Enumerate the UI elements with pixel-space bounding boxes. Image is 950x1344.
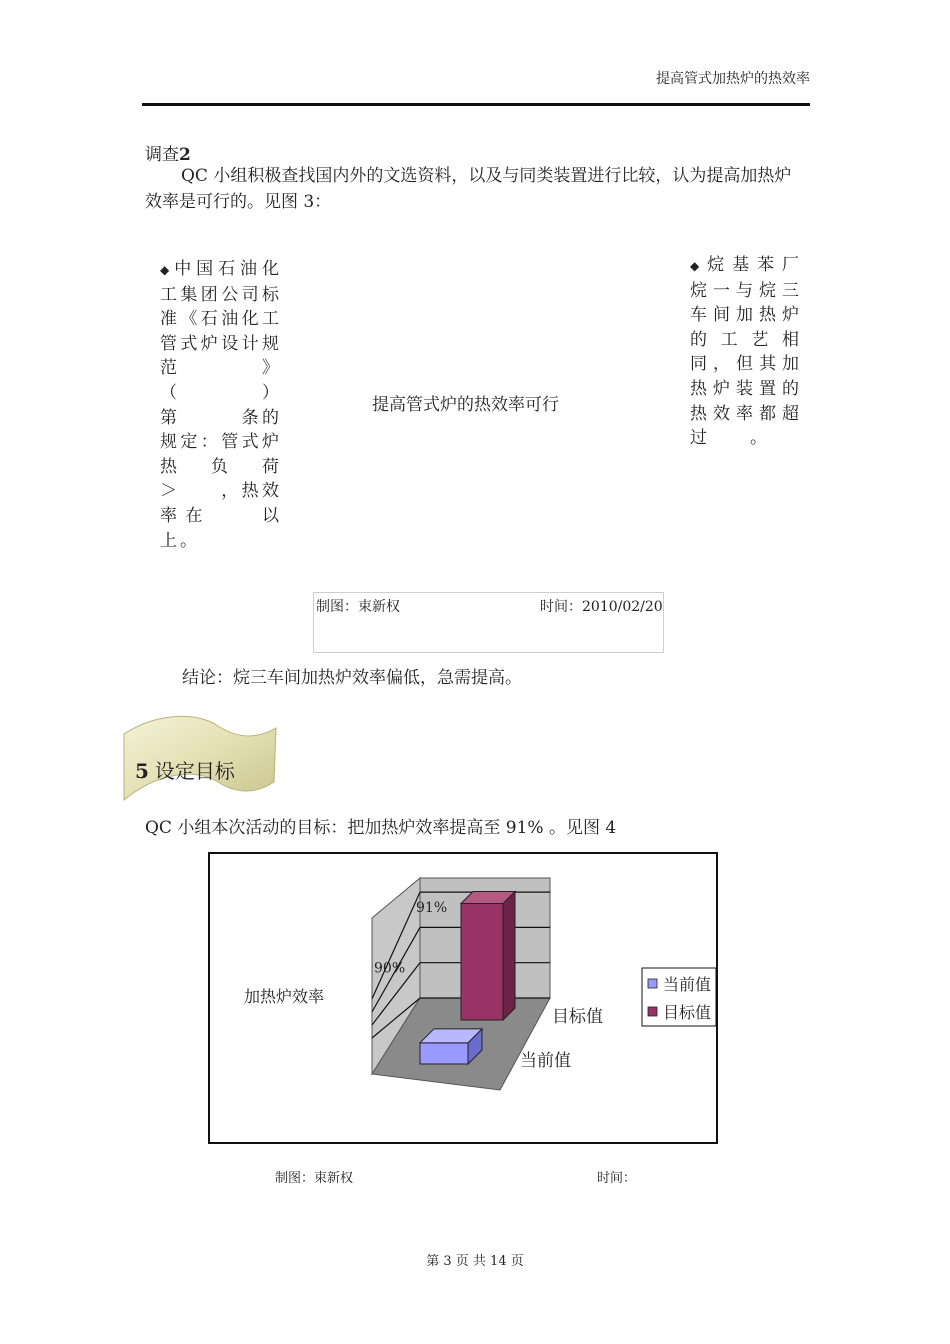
- efficiency-chart: [208, 852, 718, 1144]
- tick-label: 90%: [374, 960, 406, 977]
- figure3-center-text: [372, 390, 559, 415]
- legend-swatch-target: [648, 1007, 657, 1016]
- diamond-bullet-icon: ◆: [160, 263, 175, 277]
- figure3-right-text: [690, 253, 802, 451]
- survey-heading: [145, 140, 191, 165]
- legend-label-target: 目标值: [663, 1003, 712, 1022]
- legend-swatch-current: [648, 979, 657, 988]
- running-header: 提高管式加热炉的热效率: [656, 71, 810, 87]
- category-label-target: 目标值: [552, 1007, 603, 1027]
- goal-text: QC 小组本次活动的目标：把加热炉效率提高至 91% 。见图 4: [145, 818, 617, 838]
- legend-label-current: 当前值: [663, 975, 712, 994]
- survey-paragraph: QC 小组积极查找国内外的文选资料，以及与同类装置进行比较，认为提高加热炉效率是可行的。见图 3：: [145, 166, 792, 212]
- figure3-maker: 制图：束新权: [316, 599, 400, 615]
- category-label-current: 当前值: [520, 1051, 571, 1071]
- figure3-time: 时间：2010/02/20: [540, 599, 663, 615]
- section5-title: 设定目标: [154, 759, 235, 783]
- conclusion-text: 结论：烷三车间加热炉效率偏低，急需提高。: [182, 668, 522, 688]
- figure3-left-text: [160, 257, 282, 553]
- diamond-bullet-icon: ◆: [690, 259, 708, 273]
- header-rule: [142, 103, 810, 106]
- survey-heading-number: 2: [179, 145, 191, 165]
- figure4-time: 时间：: [597, 1171, 637, 1186]
- bar-target: [461, 892, 515, 1020]
- page-footer: 第 3 页 共 14 页: [426, 1254, 524, 1269]
- figure3-right-body: 烷基苯厂烷一与烷三车间加热炉的工艺相同，但其加热炉装置的热效率都超过 。: [690, 255, 802, 449]
- survey-heading-prefix: 调查: [145, 145, 179, 165]
- figure3-center-bold: 可行: [525, 395, 559, 415]
- figure3-left-body: 中国石油化工集团公司标准《石油化工管式炉设计规范 》（ ）第 条的规定：管式炉热负荷＞ ，热效率在 以上。: [160, 259, 282, 551]
- chart-ylabel: 加热炉效率: [244, 987, 325, 1006]
- bar-current: [420, 1029, 482, 1064]
- figure4-maker: 制图：束新权: [275, 1171, 354, 1186]
- section5-heading: [135, 755, 235, 784]
- section5-number: 5: [135, 759, 149, 783]
- figure3-center-label: 提高管式炉的热效率: [372, 395, 525, 415]
- tick-label: 91%: [416, 900, 448, 917]
